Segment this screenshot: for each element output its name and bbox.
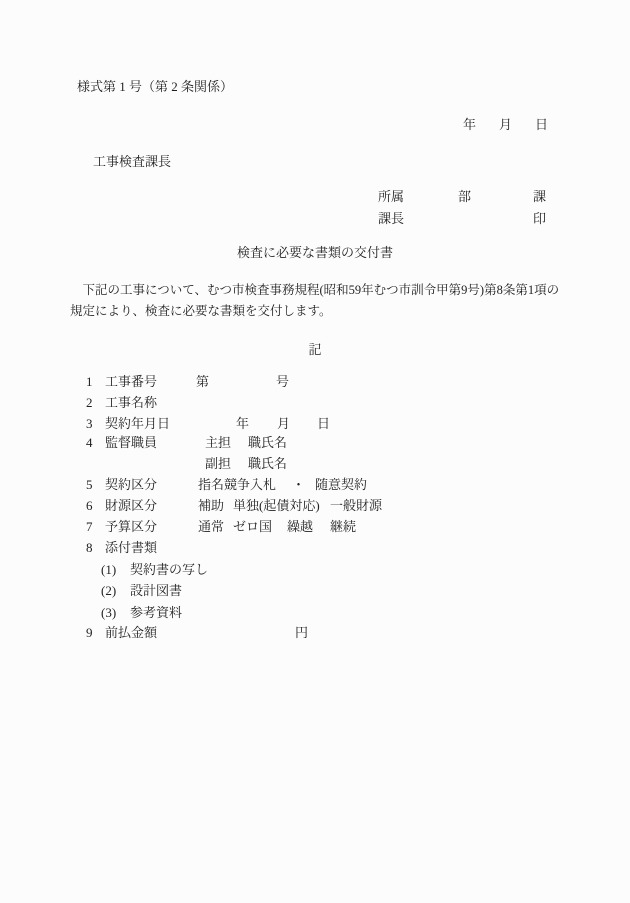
date-day-label: 日 — [535, 117, 549, 132]
list-item-7 — [0, 520, 630, 537]
item-number: 1 — [86, 374, 93, 389]
sub-item-label: 設計図書 — [130, 583, 183, 598]
item-number: 9 — [86, 625, 93, 640]
budget-option-3: 繰越 — [287, 519, 314, 534]
seal-label: 印 — [533, 211, 547, 226]
list-item-8-2 — [0, 584, 630, 601]
list-item-1 — [0, 375, 630, 392]
supervisor-primary-name: 職氏名 — [248, 435, 288, 450]
option-separator-dot: ・ — [292, 477, 306, 492]
contract-day-label: 日 — [317, 416, 331, 431]
sub-item-number: (3) — [101, 605, 117, 620]
affiliation-label: 所属 — [378, 189, 405, 204]
item-number: 3 — [86, 416, 93, 431]
body-line-2: 規定により、検査に必要な書類を交付します。 — [70, 304, 332, 318]
item-number: 2 — [86, 395, 93, 410]
list-item-6 — [0, 499, 630, 516]
sub-item-number: (2) — [101, 583, 117, 598]
document-title: 検査に必要な書類の交付書 — [236, 245, 393, 260]
list-item-4 — [0, 436, 630, 453]
form-id: 様式第 1 号（第 2 条関係） — [77, 79, 234, 94]
currency-unit-label: 円 — [295, 625, 309, 640]
contract-type-option-2: 随意契約 — [315, 477, 368, 492]
item-number: 5 — [86, 477, 93, 492]
list-item-3 — [0, 417, 630, 434]
item-label: 添付書類 — [105, 540, 158, 555]
list-item-8-1 — [0, 563, 630, 580]
date-line — [0, 118, 630, 135]
budget-option-1: 通常 — [198, 519, 225, 534]
item-number: 8 — [86, 540, 93, 555]
body-line-1: 下記の工事について、むつ市検査事務規程(昭和59年むつ市訓令甲第9号)第8条第1項の — [70, 283, 560, 297]
number-prefix: 第 — [196, 374, 210, 389]
sender-chief-line — [0, 212, 630, 229]
list-item-8 — [0, 541, 630, 558]
fund-source-option-3: 一般財源 — [330, 498, 383, 513]
section-label: 課 — [533, 189, 547, 204]
item-label: 財源区分 — [105, 498, 158, 513]
date-month-label: 月 — [499, 117, 513, 132]
list-item-8-3 — [0, 606, 630, 623]
list-item-5 — [0, 478, 630, 495]
item-number: 4 — [86, 435, 93, 450]
supervisor-secondary-name: 職氏名 — [248, 456, 288, 471]
sub-item-label: 参考資料 — [130, 605, 183, 620]
sub-item-label: 契約書の写し — [130, 562, 209, 577]
item-number: 6 — [86, 498, 93, 513]
item-number: 7 — [86, 519, 93, 534]
number-suffix: 号 — [276, 374, 290, 389]
item-label: 工事番号 — [105, 374, 158, 389]
contract-month-label: 月 — [277, 416, 291, 431]
department-label: 部 — [458, 189, 472, 204]
fund-source-option-1: 補助 — [198, 498, 225, 513]
supervisor-secondary-label: 副担 — [205, 456, 232, 471]
addressee: 工事検査課長 — [93, 154, 172, 169]
date-year-label: 年 — [463, 117, 477, 132]
item-label: 前払金額 — [105, 625, 158, 640]
list-item-4-sub — [0, 457, 630, 474]
item-label: 監督職員 — [105, 435, 158, 450]
list-item-9 — [0, 626, 630, 643]
budget-option-4: 継続 — [330, 519, 357, 534]
contract-year-label: 年 — [236, 416, 250, 431]
item-label: 契約年月日 — [105, 416, 171, 431]
fund-source-option-2: 単独(起債対応) — [233, 498, 320, 513]
chief-label: 課長 — [378, 211, 405, 226]
item-label: 工事名称 — [105, 395, 158, 410]
sender-affiliation-line — [0, 190, 630, 207]
list-item-2 — [0, 396, 630, 413]
item-label: 契約区分 — [105, 477, 158, 492]
contract-type-option-1: 指名競争入札 — [198, 477, 277, 492]
sub-item-number: (1) — [101, 562, 117, 577]
ki-marker: 記 — [308, 342, 322, 357]
budget-option-2: ゼロ国 — [233, 519, 273, 534]
supervisor-primary-label: 主担 — [205, 435, 232, 450]
item-label: 予算区分 — [105, 519, 158, 534]
